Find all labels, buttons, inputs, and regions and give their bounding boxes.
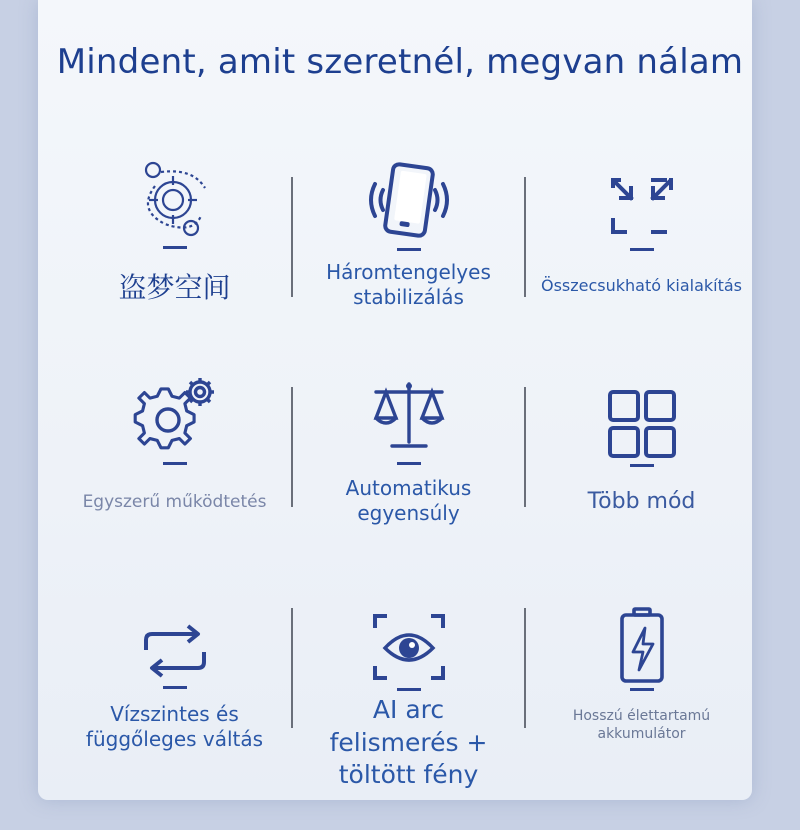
orbit-target-icon xyxy=(135,158,215,240)
page-title: Mindent, amit szeretnél, megvan nálam xyxy=(56,42,744,82)
feature-item xyxy=(525,150,758,380)
gears-icon xyxy=(130,370,220,452)
feature-label: Vízszintes és függőleges váltás xyxy=(85,702,264,751)
eye-scan-icon xyxy=(371,612,447,682)
feature-label: Automatikus egyensúly xyxy=(345,476,472,525)
accent-dash xyxy=(163,462,187,465)
feature-item xyxy=(58,600,291,830)
feature-label: AI arc felismerés + töltött fény xyxy=(329,695,488,789)
balance-scale-icon xyxy=(370,380,448,452)
feature-label: 盗梦空间 xyxy=(118,271,231,304)
vibrating-phone-icon xyxy=(361,162,457,242)
accent-dash xyxy=(630,464,654,467)
feature-label: Háromtengelyes stabilizálás xyxy=(326,260,491,309)
feature-item xyxy=(292,600,525,830)
feature-item xyxy=(292,368,525,598)
feature-item xyxy=(58,368,291,598)
feature-item xyxy=(58,150,291,380)
collapse-arrows-icon xyxy=(607,174,677,244)
accent-dash xyxy=(630,688,654,691)
feature-label: Több mód xyxy=(587,489,696,514)
feature-item xyxy=(525,368,758,598)
feature-item xyxy=(525,600,758,830)
accent-dash xyxy=(397,688,421,691)
grid-modes-icon xyxy=(606,388,678,460)
feature-label: Összecsukható kialakítás xyxy=(540,276,743,295)
accent-dash xyxy=(397,248,421,251)
feature-label: Egyszerű működtetés xyxy=(82,492,267,512)
feature-item xyxy=(292,150,525,380)
accent-dash xyxy=(397,462,421,465)
accent-dash xyxy=(163,246,187,249)
rotate-arrows-icon xyxy=(138,622,212,682)
feature-label: Hosszú élettartamú akkumulátor xyxy=(572,708,711,742)
battery-bolt-icon xyxy=(617,606,667,684)
accent-dash xyxy=(630,248,654,251)
accent-dash xyxy=(163,686,187,689)
